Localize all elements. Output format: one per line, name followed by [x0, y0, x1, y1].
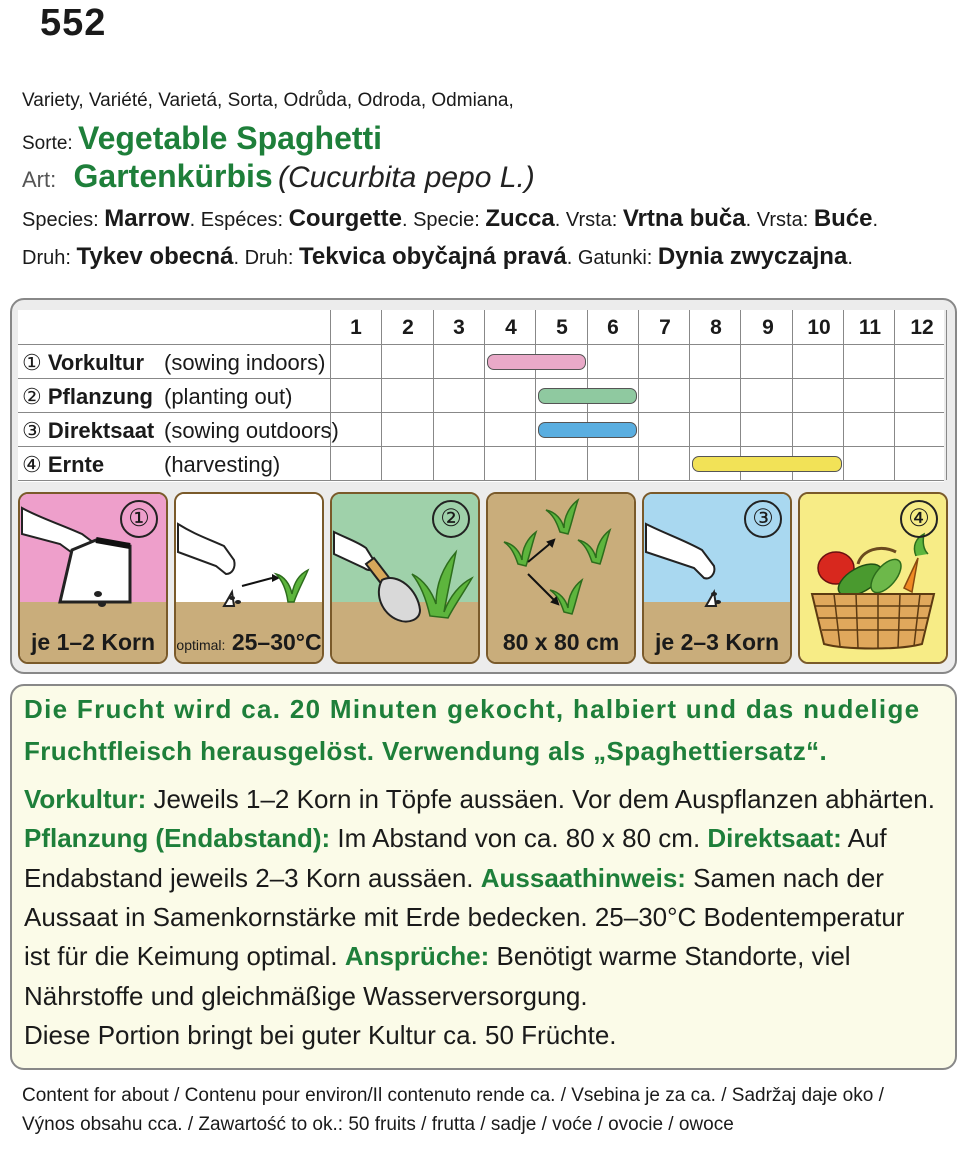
caption-value: 25–30°C [231, 629, 322, 655]
month-label: 10 [807, 316, 831, 339]
calendar-period-bar [487, 354, 586, 370]
month-label: 7 [659, 316, 671, 339]
month-label: 3 [453, 316, 465, 339]
pictogram-sowing-indoors [18, 492, 168, 664]
direktsaat-label: Direktsaat: [707, 823, 842, 853]
month-label: 9 [762, 316, 774, 339]
calendar-row-direktsaat [22, 418, 339, 444]
row-name: Ernte [47, 452, 105, 477]
row-symbol: ① [22, 350, 42, 375]
calendar-row-line [18, 378, 944, 379]
species-value: Courgette [288, 205, 402, 232]
art-scientific: (Cucurbita pepo L.) [277, 161, 535, 194]
description-ansprueche-cont: Nährstoffe und gleichmäßige Wasserversorgung. [24, 981, 588, 1011]
pflanzung-text: Im Abstand von ca. 80 x 80 cm. [330, 823, 708, 853]
sorte-value: Vegetable Spaghetti [77, 120, 383, 156]
species-label: Specie: [413, 209, 480, 231]
species-label: Gatunki: [577, 247, 653, 269]
month-label: 1 [350, 316, 362, 339]
species-label: Species: [22, 209, 99, 231]
species-label: Espéces: [200, 209, 284, 231]
description-direktsaat [24, 863, 884, 894]
row-note: (sowing indoors) [164, 350, 326, 375]
step-badge: ③ [744, 500, 782, 538]
step-badge: ① [120, 500, 158, 538]
species-label: Druh: [22, 247, 71, 269]
pictogram-plant-spacing [486, 492, 636, 664]
calendar-period-bar [692, 456, 842, 472]
ansprueche-text: Benötigt warme Standorte, viel [489, 941, 851, 971]
vorkultur-text: Jeweils 1–2 Korn in Töpfe aussäen. Vor dem Auspflanzen abhärten. [146, 784, 935, 814]
row-note: (planting out) [164, 384, 293, 409]
packet-number: 552 [40, 2, 107, 44]
calendar-row-line [18, 412, 944, 413]
pictogram-caption [176, 629, 322, 656]
footer-content-line-2: Výnos obsahu cca. / Zawartość to ok.: 50 fruits / frutta / sadje / voće / ovocie / owoce [22, 1114, 734, 1135]
pictogram-planting-out [330, 492, 480, 664]
footer-content-line-1: Content for about / Contenu pour environ/Il contenuto rende ca. / Vsebina je za ca. / Sadržaj daje oko / [22, 1085, 884, 1106]
ansprueche-label: Ansprüche: [344, 941, 490, 971]
month-label: 8 [710, 316, 722, 339]
sorte-line [22, 120, 382, 157]
month-label: 12 [910, 316, 934, 339]
species-value: Marrow [104, 205, 190, 232]
art-line [22, 158, 535, 195]
pictogram-sowing-outdoors [642, 492, 792, 664]
step-badge: ② [432, 500, 470, 538]
month-label: 4 [505, 316, 517, 339]
calendar-row-line [18, 446, 944, 447]
row-symbol: ④ [22, 452, 42, 477]
calendar-period-bar [538, 388, 637, 404]
species-label: Druh: [244, 247, 294, 269]
description-intro-line-1: Die Frucht wird ca. 20 Minuten gekocht, halbiert und das nudelige [24, 694, 921, 724]
pictogram-caption: 80 x 80 cm [502, 629, 620, 655]
pflanzung-label: Pflanzung (Endabstand): [24, 823, 331, 853]
calendar-row-line [18, 344, 944, 345]
row-note: (harvesting) [164, 452, 281, 477]
species-line-2: Druh: Tykev obecná. Druh: Tekvica obyčajná pravá. Gatunki: Dynia zwyczajna. [22, 243, 853, 270]
species-label: Vrsta: [756, 209, 809, 231]
species-value: Dynia zwyczajna [657, 243, 848, 270]
species-value: Zucca [485, 205, 555, 232]
description-ansprueche [24, 941, 851, 972]
species-value: Tekvica obyčajná pravá [299, 243, 567, 270]
calendar-row-ernte [22, 452, 281, 478]
description-pflanzung [24, 823, 887, 854]
description-portion: Diese Portion bringt bei guter Kultur ca. 50 Früchte. [24, 1020, 617, 1050]
pictogram-caption: je 2–3 Korn [655, 629, 779, 655]
month-label: 11 [858, 316, 882, 339]
row-name: Vorkultur [47, 350, 145, 375]
month-label: 6 [607, 316, 619, 339]
species-value: Buće [813, 205, 873, 232]
pictogram-germination-temperature [174, 492, 324, 664]
calendar-row-vorkultur [22, 350, 326, 376]
description-vorkultur [24, 784, 935, 815]
calendar-period-bar [538, 422, 637, 438]
row-name: Direktsaat [47, 418, 155, 443]
direktsaat-text: Auf [841, 823, 887, 853]
month-label: 2 [402, 316, 414, 339]
sorte-label: Sorte: [22, 133, 73, 154]
direktsaat-text: Endabstand jeweils 2–3 Korn aussäen. [24, 863, 481, 893]
calendar-row-line [18, 480, 944, 481]
pictogram-caption: je 1–2 Korn [31, 629, 155, 655]
hinweis-label: Aussaathinweis: [480, 863, 686, 893]
step-badge: ④ [900, 500, 938, 538]
row-note: (sowing outdoors) [164, 418, 339, 443]
art-label: Art: [22, 167, 57, 192]
month-label: 5 [556, 316, 568, 339]
variety-line: Variety, Variété, Varietá, Sorta, Odrůda, Odroda, Odmiana, [22, 90, 514, 111]
species-line-1: Species: Marrow. Espéces: Courgette. Specie: Zucca. Vrsta: Vrtna buča. Vrsta: Buće. [22, 205, 879, 232]
vorkultur-label: Vorkultur: [24, 784, 147, 814]
species-value: Tykev obecná [76, 243, 234, 270]
calendar-row-pflanzung [22, 384, 293, 410]
row-symbol: ③ [22, 418, 42, 443]
hinweis-text: Samen nach der [685, 863, 884, 893]
row-symbol: ② [22, 384, 42, 409]
hinweis-text: ist für die Keimung optimal. [24, 941, 345, 971]
art-value: Gartenkürbis [73, 158, 273, 194]
description-hinweis: Aussaat in Samenkornstärke mit Erde bedecken. 25–30°C Bodentemperatur [24, 902, 905, 932]
description-intro-line-2: Fruchtfleisch herausgelöst. Verwendung als „Spaghettiersatz“. [24, 736, 828, 766]
caption-prefix: optimal: [176, 637, 226, 653]
pictogram-harvest [798, 492, 948, 664]
row-name: Pflanzung [47, 384, 153, 409]
species-label: Vrsta: [565, 209, 618, 231]
species-value: Vrtna buča [622, 205, 746, 232]
